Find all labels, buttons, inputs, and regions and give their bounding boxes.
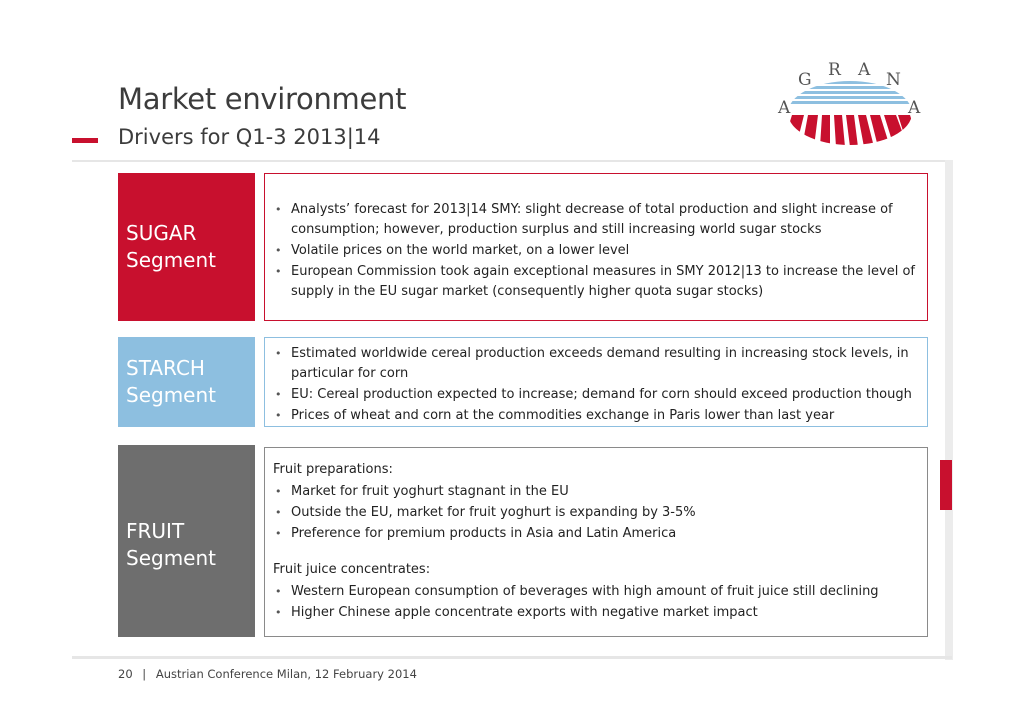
sugar-segment-name: SUGAR (126, 221, 197, 245)
list-item: • Higher Chinese apple concentrate exports with negative market impact (273, 603, 915, 623)
footer-separator: | (142, 667, 147, 681)
starch-drivers-box (264, 337, 928, 427)
slide-footer (118, 667, 417, 681)
page-title: Market environment (118, 82, 407, 116)
list-item: • Market for fruit yoghurt stagnant in the EU (273, 482, 915, 502)
fruit-juice-list (273, 582, 915, 623)
list-item: • European Commission took again exceptional measures in SMY 2012|13 to increase the level of supply in the EU sugar market (consequently higher quota sugar stocks) (273, 262, 915, 302)
content-frame-top (72, 160, 952, 162)
logo-field-stripes (782, 81, 920, 147)
logo-letter-1: A (778, 98, 791, 118)
list-item: • Volatile prices on the world market, on a lower level (273, 241, 915, 261)
starch-segment-word: Segment (126, 383, 216, 407)
fruit-segment-word: Segment (126, 546, 216, 570)
logo-letter-2: G (798, 70, 812, 90)
sugar-bullet-list (273, 200, 915, 302)
starch-bullet-list (273, 344, 915, 426)
list-item: • Analysts’ forecast for 2013|14 SMY: slight decrease of total production and slight increase of consumption; however, production surplus and still increasing world sugar stocks (273, 200, 915, 240)
sugar-segment-word: Segment (126, 248, 216, 272)
list-item: • Preference for premium products in Asia and Latin America (273, 524, 915, 544)
logo-letter-6: A (908, 98, 921, 118)
content-frame-bottom (72, 656, 952, 659)
list-item: • Prices of wheat and corn at the commodities exchange in Paris lower than last year (273, 406, 915, 426)
list-item: • EU: Cereal production expected to increase; demand for corn should exceed production though (273, 385, 915, 405)
logo-letter-5: N (886, 70, 901, 90)
subtitle-accent-dash (72, 138, 98, 143)
agrana-logo-graphic (770, 55, 930, 155)
list-item: • Estimated worldwide cereal production exceeds demand resulting in increasing stock levels, in particular for corn (273, 344, 915, 384)
agrana-logo (770, 55, 930, 155)
sugar-segment-label (118, 173, 255, 321)
fruit-preparations-heading: Fruit preparations: (273, 462, 393, 477)
page-number: 20 (118, 667, 133, 681)
list-item: • Outside the EU, market for fruit yoghurt is expanding by 3-5% (273, 503, 915, 523)
logo-letter-4: A (858, 60, 871, 80)
fruit-segment-name: FRUIT (126, 519, 185, 543)
page-subtitle: Drivers for Q1-3 2013|14 (118, 125, 381, 149)
fruit-preparations-list (273, 482, 915, 544)
starch-segment-label (118, 337, 255, 427)
group-spacer (273, 545, 915, 560)
fruit-juice-heading: Fruit juice concentrates: (273, 562, 431, 577)
side-red-accent (940, 460, 952, 510)
sugar-drivers-box (264, 173, 928, 321)
fruit-drivers-box (264, 447, 928, 637)
footer-text: Austrian Conference Milan, 12 February 2014 (155, 667, 417, 681)
logo-letter-3: R (828, 60, 841, 80)
fruit-segment-label (118, 445, 255, 637)
starch-segment-name: STARCH (126, 356, 205, 380)
list-item: • Western European consumption of beverages with high amount of fruit juice still declining (273, 582, 915, 602)
content-frame-right (945, 160, 953, 660)
